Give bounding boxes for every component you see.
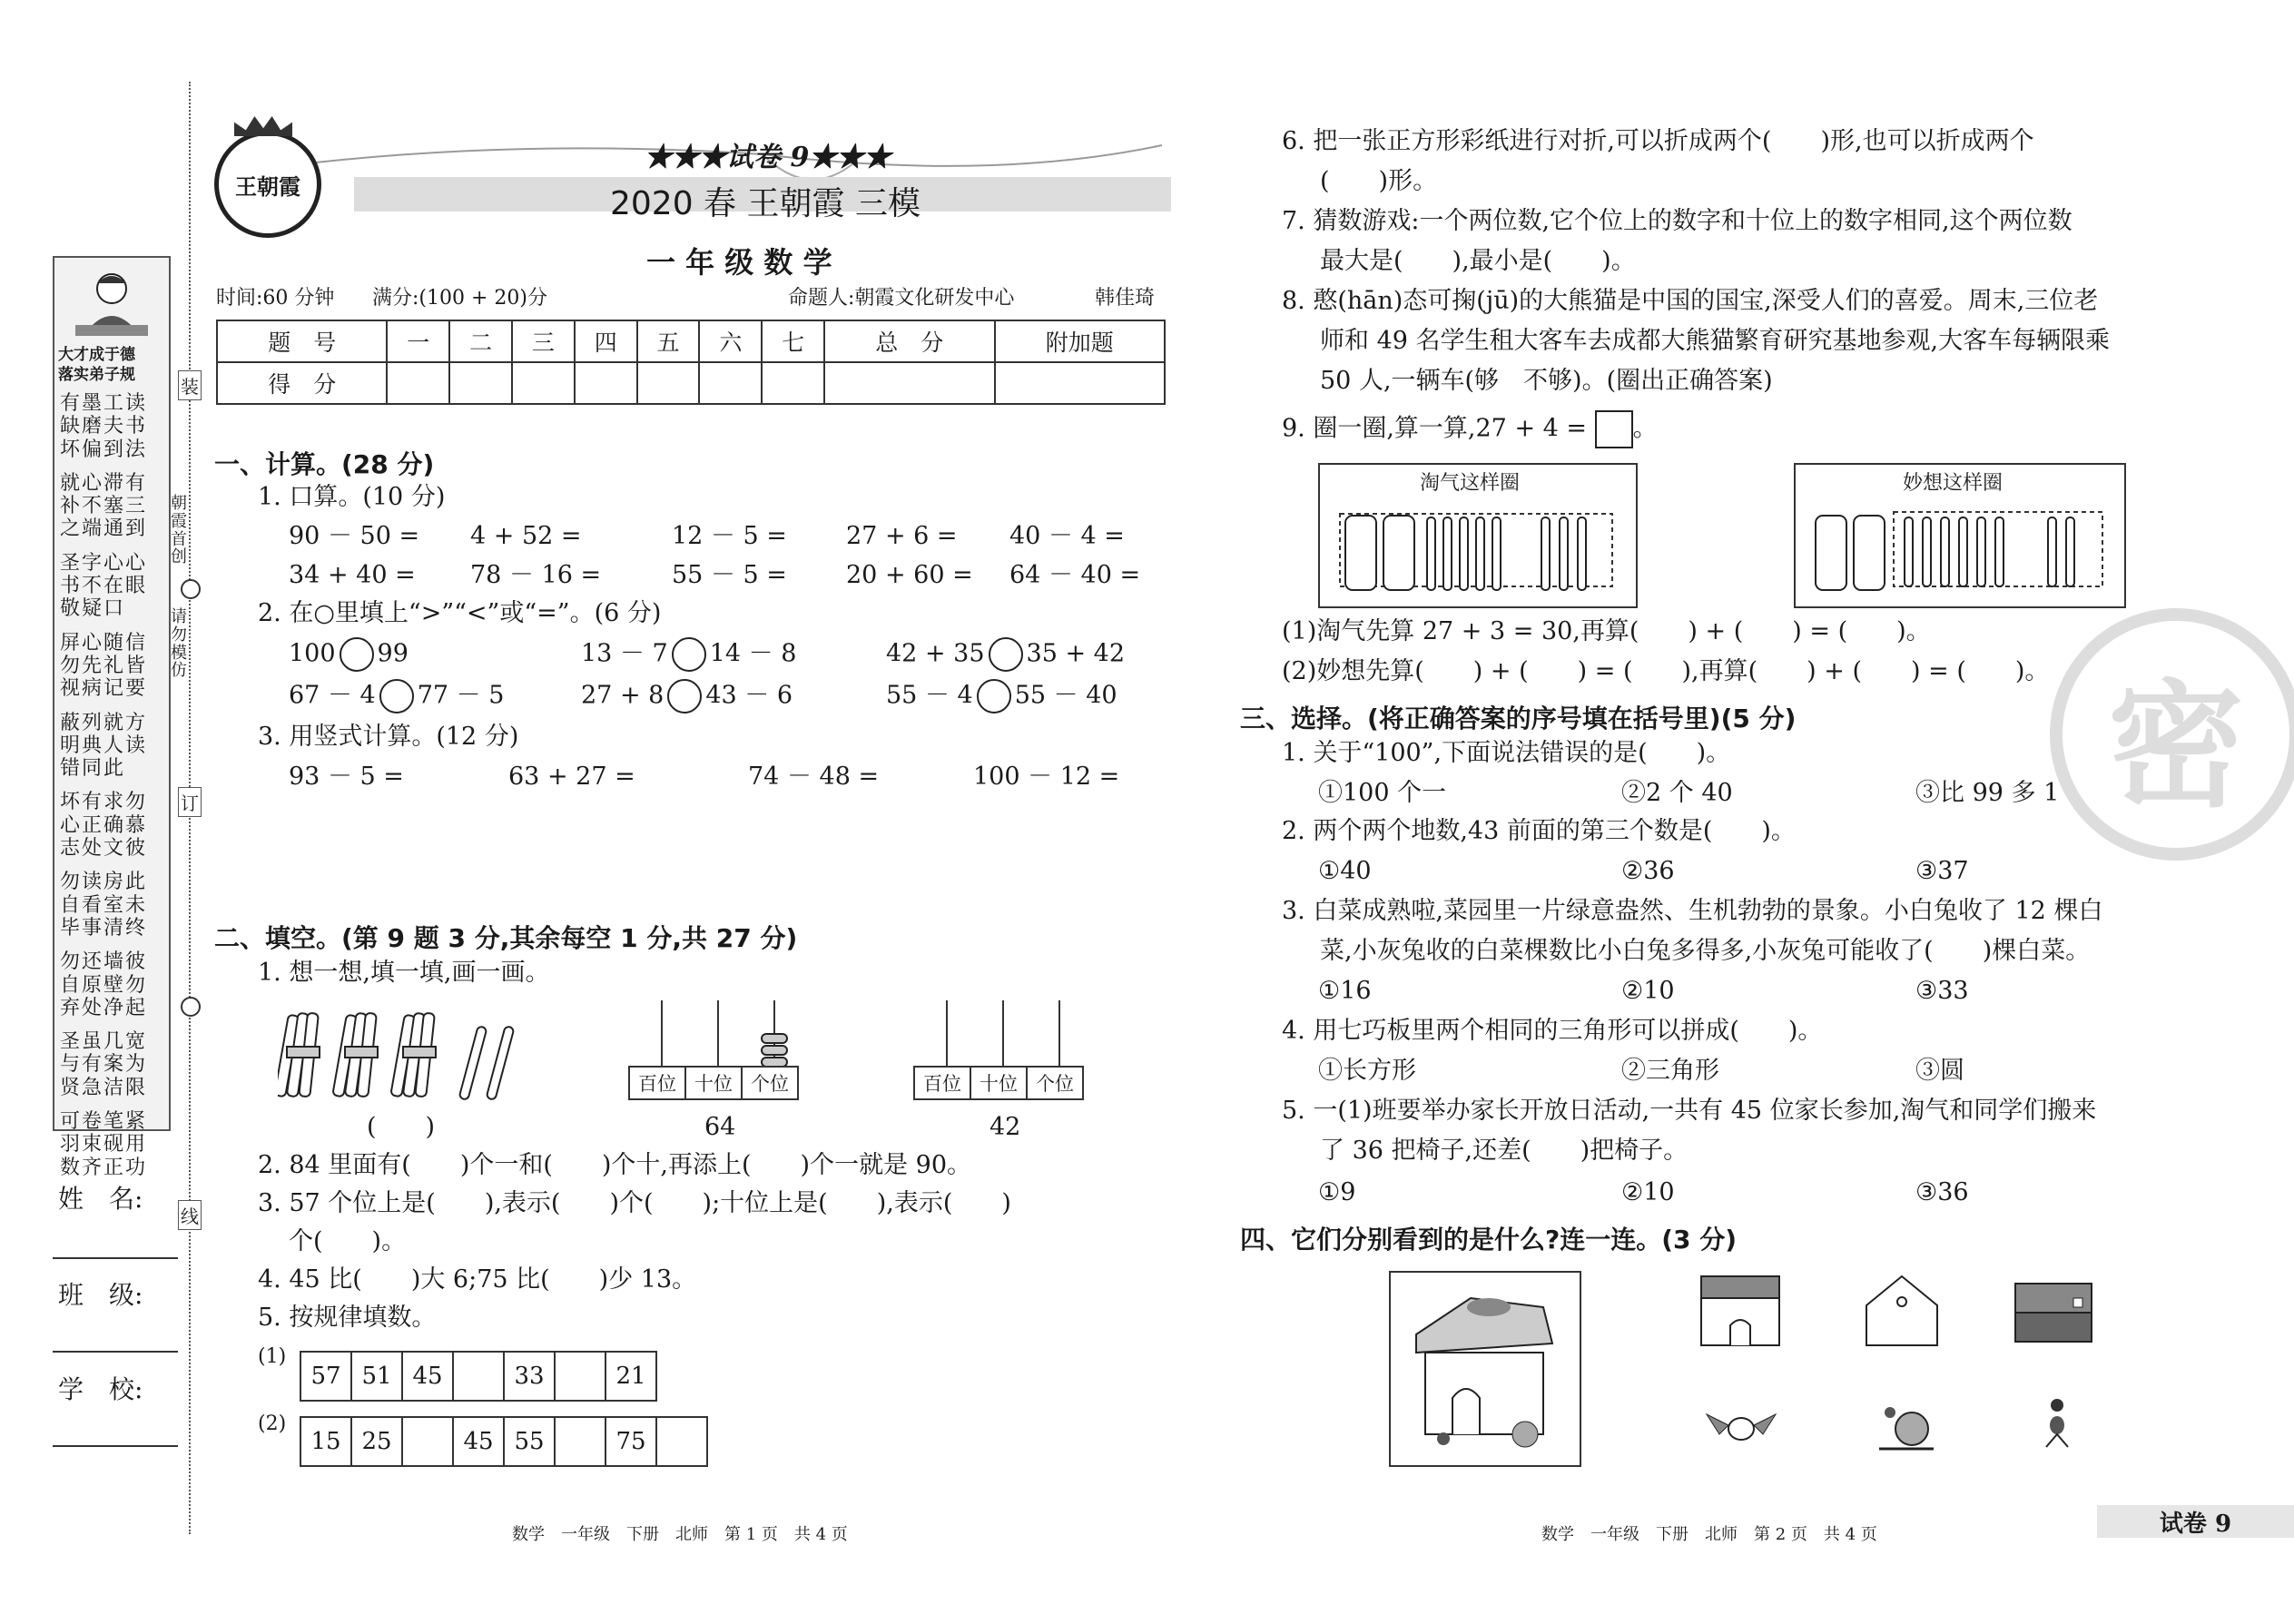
choice-option[interactable]: ②10: [1621, 1178, 1675, 1206]
choice-option[interactable]: ③圆: [1915, 1057, 1964, 1085]
oral-calc-item[interactable]: 55 － 5 =: [672, 561, 787, 589]
section4-title: 四、它们分别看到的是什么?连一连。(3 分): [1240, 1225, 1738, 1255]
house-scene-image: [1389, 1271, 1581, 1467]
vertical-calc-item[interactable]: 63 + 27 =: [508, 763, 635, 791]
abacus-place-label: 百位: [915, 1068, 971, 1098]
vertical-note-2: 请勿模仿: [171, 607, 187, 681]
oral-calc-item[interactable]: 40 － 4 =: [1009, 522, 1125, 550]
score-header-cell: 六: [699, 320, 762, 362]
score-header-cell: 三: [512, 320, 575, 362]
q6-line1: 6. 把一张正方形彩纸进行对折,可以折成两个( )形,也可以折成两个: [1282, 127, 2034, 155]
binding-hole-1: [181, 579, 201, 599]
compare-left: 55 － 4: [886, 681, 973, 710]
house-front-view-option[interactable]: [1699, 1275, 1781, 1349]
footer-tag-text: 试卷 9: [2159, 1510, 2232, 1538]
choice-option[interactable]: ③37: [1915, 857, 1969, 885]
score-header-cell: 一: [387, 320, 449, 362]
compare-right: 99: [377, 639, 409, 668]
sidebar-motto-1: 大才成于德: [58, 346, 135, 364]
choice-option[interactable]: ②36: [1621, 857, 1675, 885]
sidebar-column-group: 勿还墙彼自原壁勿弃处净起: [60, 950, 148, 1019]
choice-option[interactable]: ①40: [1318, 857, 1372, 885]
paper-label: ★★★试卷 9★★★: [645, 142, 891, 173]
compare-left: 100: [289, 639, 336, 668]
sidebar-column-group: 圣字心心书不在眼敬疑口: [60, 551, 148, 621]
sequence-cell[interactable]: [555, 1417, 605, 1466]
q7-line1: 7. 猜数游戏:一个两位数,它个位上的数字和十位上的数字相同,这个两位数: [1282, 207, 2072, 235]
sequence-cell: 45: [453, 1417, 504, 1466]
compare-right: 77 － 5: [417, 681, 505, 710]
bird-viewer-icon[interactable]: [1703, 1394, 1779, 1454]
school-field-line[interactable]: [53, 1445, 178, 1447]
ant-viewer-icon[interactable]: [2039, 1393, 2075, 1454]
abacus-place-label: 个位: [751, 1073, 789, 1095]
sequence-cell: 25: [351, 1417, 402, 1466]
oral-calc-item[interactable]: 90 － 50 =: [289, 522, 420, 550]
binding-mark-3: 线: [178, 1200, 202, 1230]
s3-q5-line1: 5. 一(1)班要举办家长开放日活动,一共有 45 位家长参加,淘气和同学们搬来: [1282, 1097, 2097, 1125]
sidebar-motto-panel: [53, 256, 171, 1179]
score-value-cell[interactable]: [637, 362, 700, 404]
score-header-cell: 附加题: [995, 320, 1166, 362]
s1-q3-title: 3. 用竖式计算。(12 分): [258, 723, 519, 751]
abacus-1-value: 64: [704, 1113, 736, 1141]
choice-option[interactable]: ①9: [1318, 1178, 1356, 1206]
compare-item: [581, 679, 793, 714]
abacus-1-labels: [628, 1066, 799, 1100]
abacus-place-label: 十位: [686, 1068, 743, 1098]
sequence-cell: 45: [402, 1352, 453, 1401]
sequence-table-2: [300, 1416, 708, 1467]
binding-mark-2: 订: [178, 787, 202, 817]
choice-option[interactable]: ①长方形: [1318, 1057, 1416, 1085]
vertical-calc-item[interactable]: 93 － 5 =: [289, 763, 404, 791]
sequence-cell: 51: [351, 1352, 402, 1401]
sidebar-columns: [60, 392, 165, 1190]
school-field-label: 学 校:: [58, 1374, 143, 1404]
oral-calc-item[interactable]: 64 － 40 =: [1009, 561, 1141, 589]
compare-circle-blank[interactable]: [340, 637, 374, 672]
abacus-bead-stack: [761, 1033, 788, 1068]
oral-calc-item[interactable]: 34 + 40 =: [289, 561, 416, 589]
choice-option[interactable]: ②三角形: [1621, 1057, 1719, 1085]
brand-logo: [214, 131, 321, 238]
snail-viewer-icon[interactable]: [1876, 1393, 1941, 1456]
s3-q5-line2: 了 36 把椅子,还差( )把椅子。: [1320, 1137, 1689, 1165]
sidebar-column-group: 可卷笔紧羽束砚用数齐正功: [60, 1110, 148, 1179]
abacus-place-label: 百位: [630, 1068, 686, 1098]
score-value-cell[interactable]: [575, 362, 637, 404]
s2-q1: 1. 想一想,填一填,画一画。: [258, 959, 550, 987]
score-header-cell: 四: [575, 320, 637, 362]
footer-left: 数学 一年级 下册 北师 第 1 页 共 4 页: [512, 1525, 848, 1544]
score-header-cell: 总 分: [824, 320, 994, 362]
choice-option[interactable]: ③比 99 多 1: [1915, 779, 2060, 807]
oral-calc-item[interactable]: 4 + 52 =: [470, 522, 582, 550]
abacus-place-label: 个位: [1036, 1073, 1074, 1095]
q9-part2: (2)妙想先算( ) + ( ) = ( ),再算( ) + ( ) = ( )。: [1282, 657, 2050, 685]
sidebar-column-group: 有墨工读缺磨夫书坏偏到法: [60, 392, 148, 461]
sticks-bundles-illustration: [278, 1006, 532, 1106]
seal-text: 密: [2107, 666, 2244, 826]
seq1-label: (1): [258, 1345, 287, 1368]
compare-circle-blank[interactable]: [667, 679, 702, 714]
subject-title: 一 年 级 数 学: [646, 245, 832, 280]
compare-circle-blank[interactable]: [379, 679, 414, 714]
confidential-seal: [2050, 608, 2294, 861]
score-value-label: 得 分: [217, 362, 387, 404]
score-header-cell: 题 号: [217, 320, 387, 362]
score-value-cell[interactable]: [762, 362, 824, 404]
exam-author: 命题人:朝霞文化研发中心: [788, 287, 1015, 310]
s2-q3-line1: 3. 57 个位上是( ),表示( )个( );十位上是( ),表示( ): [258, 1189, 1011, 1217]
s2-q1-answer-blank[interactable]: ( ): [367, 1113, 436, 1141]
vertical-note-1: 朝霞首创: [171, 494, 187, 567]
choice-option[interactable]: ③36: [1915, 1178, 1969, 1206]
s2-q4: 4. 45 比( )大 6;75 比( )少 13。: [258, 1265, 697, 1294]
compare-right: 43 － 6: [705, 681, 793, 710]
q7-line2: 最大是( ),最小是( )。: [1320, 247, 1636, 275]
taoqi-box-title: 淘气这样圈: [1420, 472, 1521, 495]
choice-option[interactable]: ①16: [1318, 977, 1372, 1005]
s3-q1: 1. 关于“100”,下面说法错误的是( )。: [1282, 739, 1731, 767]
abacus-2: [913, 1000, 1091, 1100]
score-header-cell: 七: [762, 320, 824, 362]
sidebar-column-group: 坏有求勿心正确慕志处文彼: [60, 791, 148, 861]
q8-line2: 师和 49 名学生租大客车去成都大熊猫繁育研究基地参观,大客车每辆限乘: [1320, 327, 2111, 355]
compare-item: [289, 679, 504, 714]
class-field-line[interactable]: [53, 1351, 178, 1353]
sequence-cell: 57: [300, 1352, 351, 1401]
s2-q5: 5. 按规律填数。: [258, 1304, 437, 1332]
binding-mark-1: 装: [178, 370, 202, 400]
compare-item: [886, 679, 1117, 714]
oral-calc-item[interactable]: 20 + 60 =: [846, 561, 973, 589]
oral-calc-item[interactable]: 12 － 5 =: [672, 522, 787, 550]
s3-q4: 4. 用七巧板里两个相同的三角形可以拼成( )。: [1282, 1017, 1823, 1045]
score-value-cell[interactable]: [995, 362, 1166, 404]
s3-q3-line1: 3. 白菜成熟啦,菜园里一片绿意盎然、生机勃勃的景象。小白兔收了 12 棵白: [1282, 897, 2103, 925]
q8-line1: 8. 憨(hān)态可掬(jū)的大熊猫是中国的国宝,深受人们的喜爱。周末,三位老: [1282, 287, 2099, 315]
compare-left: 67 － 4: [289, 681, 376, 710]
choice-option[interactable]: ③33: [1915, 977, 1969, 1005]
compare-item: [581, 637, 796, 672]
s1-q2-title: 2. 在○里填上“>”“<”或“=”。(6 分): [258, 599, 662, 627]
seq2-label: (2): [258, 1412, 287, 1435]
sequence-cell[interactable]: [555, 1352, 605, 1401]
section3-title: 三、选择。(将正确答案的序号填在括号里)(5 分): [1240, 704, 1797, 733]
compare-left: 27 + 8: [581, 681, 665, 710]
sidebar-column-group: 就心滞有补不塞三之端通到: [60, 471, 148, 541]
s3-q3-line2: 菜,小灰兔收的白菜棵数比小白兔多得多,小灰兔可能收了( )棵白菜。: [1320, 937, 2091, 965]
compare-item: [289, 637, 409, 672]
sidebar-column-group: 屏心随信勿先礼皆视病记要: [60, 631, 148, 701]
s1-q1-title: 1. 口算。(10 分): [258, 483, 446, 511]
q9-text: 9. 圈一圈,算一算,27 + 4 =: [1282, 414, 1588, 443]
compare-circle-blank[interactable]: [672, 637, 706, 672]
choice-option[interactable]: ②10: [1621, 977, 1675, 1005]
miaoxiang-sticks: [1803, 505, 2115, 599]
compare-left: 42 + 35: [886, 639, 985, 668]
abacus-2-labels: [913, 1066, 1084, 1100]
score-value-cell[interactable]: [699, 362, 762, 404]
vertical-calc-item[interactable]: 100 － 12 =: [973, 763, 1120, 791]
score-value-cell[interactable]: [824, 362, 994, 404]
name-field-line[interactable]: [53, 1257, 178, 1259]
compare-circle-blank[interactable]: [989, 637, 1023, 672]
sidebar-column-group: 蔽列就方明典人读错同此: [60, 711, 148, 781]
sidebar-column-group: 勿读房此自看室未毕事清终: [60, 871, 148, 940]
compare-left: 13 － 7: [581, 639, 668, 668]
exam-time: 时间:60 分钟: [216, 287, 335, 310]
section2-title: 二、填空。(第 9 题 3 分,其余每空 1 分,共 27 分): [214, 923, 798, 953]
sidebar-column-group: 圣虽几宽与有案为贤急洁限: [60, 1030, 148, 1099]
miaoxiang-box-title: 妙想这样圈: [1903, 472, 2004, 495]
compare-right: 14 － 8: [709, 639, 797, 668]
q9-part1: (1)淘气先算 27 + 3 = 30,再算( ) + ( ) = ( )。: [1282, 617, 1931, 645]
compare-right: 55 － 40: [1014, 681, 1117, 710]
score-header-cell: 二: [449, 320, 512, 362]
sequence-cell[interactable]: [453, 1352, 504, 1401]
score-value-row: [217, 362, 1165, 404]
compare-circle-blank[interactable]: [977, 679, 1011, 714]
s3-q2: 2. 两个两个地数,43 前面的第三个数是( )。: [1282, 817, 1796, 845]
q9-title: 9. 圈一圈,算一算,27 + 4 = 。: [1282, 410, 1658, 448]
abacus-1: [628, 1000, 806, 1100]
abacus-2-value: 42: [989, 1113, 1021, 1141]
q6-line2: ( )形。: [1320, 167, 1438, 195]
sequence-cell[interactable]: [656, 1417, 707, 1466]
score-table: [216, 320, 1166, 405]
score-value-cell[interactable]: [512, 362, 575, 404]
compare-item: [886, 637, 1125, 672]
s2-q2: 2. 84 里面有( )个一和( )个十,再添上( )个一就是 90。: [258, 1151, 972, 1179]
house-side-view-option[interactable]: [1863, 1273, 1941, 1349]
choice-option[interactable]: ①100 个一: [1318, 779, 1447, 807]
sequence-cell: 21: [605, 1352, 656, 1401]
house-top-view-option[interactable]: [2013, 1282, 2093, 1343]
exam-full-score: 满分:(100 + 20)分: [372, 287, 547, 310]
class-field-label: 班 级:: [58, 1280, 143, 1310]
footer-right: 数学 一年级 下册 北师 第 2 页 共 4 页: [1541, 1525, 1877, 1544]
sidebar-motto-2: 落实弟子规: [58, 366, 135, 384]
logo-text: 王朝霞: [235, 172, 300, 200]
s2-q3-line2: 个( )。: [289, 1227, 407, 1255]
score-value-cell[interactable]: [449, 362, 512, 404]
sequence-table-1: [300, 1351, 657, 1402]
score-header-cell: 五: [637, 320, 700, 362]
choice-option[interactable]: ②2 个 40: [1621, 779, 1733, 807]
scholar-figure-icon: [57, 261, 166, 343]
section1-title: 一、计算。(28 分): [214, 449, 435, 479]
q8-line3: 50 人,一辆车(够 不够)。(圈出正确答案): [1320, 367, 1773, 395]
compare-right: 35 + 42: [1026, 639, 1126, 668]
sequence-cell: 55: [504, 1417, 555, 1466]
footer-tag: [2097, 1505, 2294, 1538]
binding-hole-2: [181, 997, 201, 1017]
name-field-label: 姓 名:: [58, 1184, 143, 1214]
taoqi-circle-box: [1318, 463, 1638, 608]
miaoxiang-circle-box: [1794, 463, 2126, 608]
taoqi-sticks: [1327, 505, 1627, 599]
sequence-cell[interactable]: [402, 1417, 453, 1466]
sequence-cell: 15: [300, 1417, 351, 1466]
abacus-place-label: 十位: [971, 1068, 1028, 1098]
sequence-cell: 75: [605, 1417, 656, 1466]
oral-calc-item[interactable]: 78 － 16 =: [470, 561, 602, 589]
sequence-cell: 33: [504, 1352, 555, 1401]
exam-author-name: 韩佳琦: [1095, 287, 1156, 310]
vertical-calc-item[interactable]: 74 － 48 =: [748, 763, 880, 791]
score-header-row: [217, 320, 1165, 362]
score-value-cell[interactable]: [387, 362, 449, 404]
exam-title: 2020 春 王朝霞 三模: [610, 185, 921, 222]
q9-answer-box[interactable]: [1595, 410, 1633, 448]
oral-calc-item[interactable]: 27 + 6 =: [846, 522, 958, 550]
